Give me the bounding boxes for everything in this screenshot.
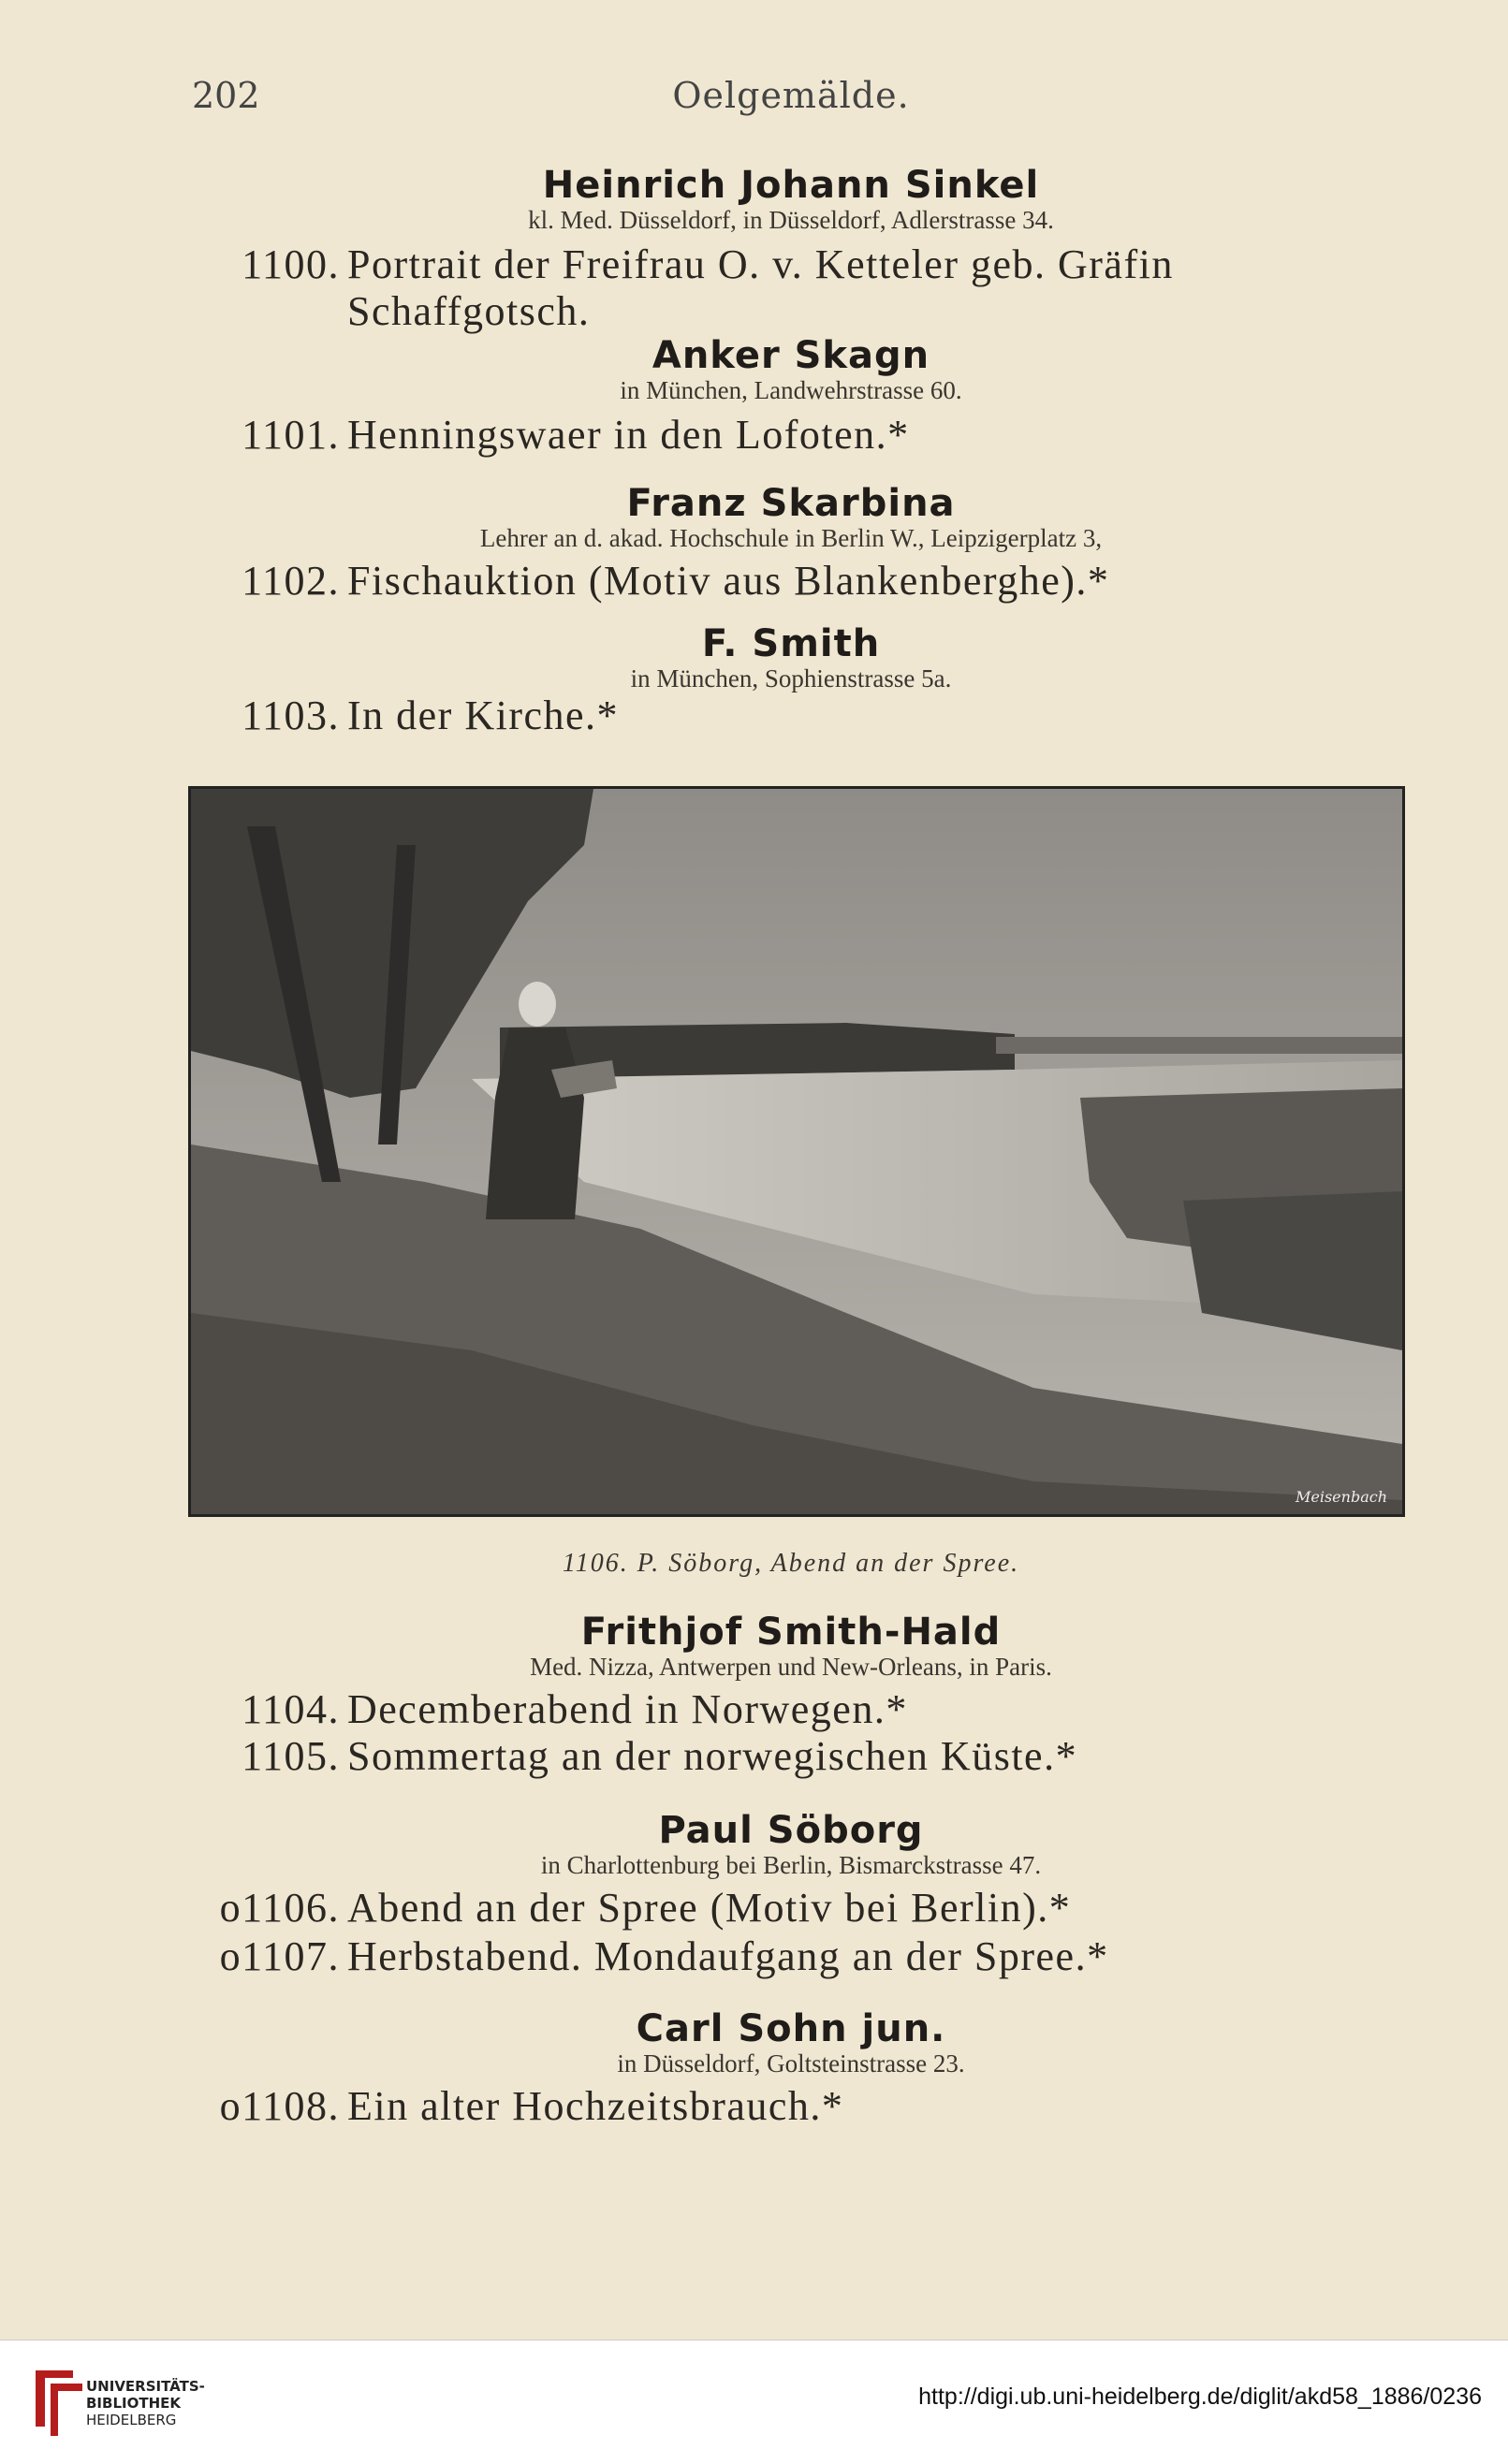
artist-info: in Charlottenburg bei Berlin, Bismarckstrasse 47.: [540, 1851, 1042, 1879]
entry-title: Ein alter Hochzeitsbrauch.*: [347, 2083, 844, 2129]
artist-name: Franz Skarbina: [626, 482, 956, 525]
catalogue-entry: [192, 1885, 1399, 1932]
entry-number: o1107.: [219, 1933, 340, 1979]
artist-heading: [192, 335, 1390, 404]
library-name: UNIVERSITÄTS- BIBLIOTHEK HEIDELBERG: [86, 2378, 205, 2428]
catalogue-entry: [192, 558, 1399, 605]
catalogue-entry: [192, 412, 1399, 459]
artist-info: Med. Nizza, Antwerpen und New-Orleans, in Paris.: [530, 1653, 1052, 1681]
entry-number: 1105.: [242, 1733, 340, 1779]
entry-title: Herbstabend. Mondaufgang an der Spree.*: [347, 1933, 1109, 1979]
catalogue-entry: [192, 1933, 1399, 1980]
artist-info: in München, Landwehrstrasse 60.: [620, 376, 962, 404]
landscape-image: [191, 789, 1402, 1514]
artist-info: in München, Sophienstrasse 5a.: [630, 664, 952, 693]
artist-name: Carl Sohn jun.: [636, 2007, 946, 2050]
entry-title: Abend an der Spree (Motiv bei Berlin).*: [347, 1885, 1072, 1931]
artist-name: Frithjof Smith-Hald: [580, 1611, 1002, 1654]
artist-info: kl. Med. Düsseldorf, in Düsseldorf, Adlerstrasse 34.: [528, 206, 1054, 234]
catalogue-entry: [192, 1686, 1399, 1733]
entry-title: Decemberabend in Norwegen.*: [347, 1686, 908, 1732]
artist-heading: [192, 483, 1390, 552]
entry-number: 1103.: [242, 693, 340, 738]
catalogue-entry: [192, 1733, 1399, 1780]
artist-heading: [192, 623, 1390, 693]
entry-title: Portrait der Freifrau O. v. Ketteler geb. Gräfin: [347, 241, 1174, 287]
running-title: Oelgemälde.: [672, 75, 910, 116]
entry-number: o1106.: [219, 1885, 340, 1931]
entry-number: 1101.: [242, 412, 340, 458]
entry-title: Henningswaer in den Lofoten.*: [347, 412, 910, 458]
entry-title: In der Kirche.*: [347, 693, 620, 738]
artist-info: Lehrer an d. akad. Hochschule in Berlin W., Leipzigerplatz 3,: [479, 524, 1103, 552]
artist-name: Paul Söborg: [658, 1809, 924, 1852]
figure-caption: 1106. P. Söborg, Abend an der Spree.: [562, 1549, 1020, 1578]
artist-heading: [192, 1611, 1390, 1681]
catalogue-entry: [192, 2083, 1399, 2130]
artist-heading: [192, 165, 1390, 234]
entry-title: Sommertag an der norwegischen Küste.*: [347, 1733, 1078, 1779]
artist-name: Anker Skagn: [652, 334, 930, 377]
page-header: [192, 75, 1390, 131]
entry-number: o1108.: [219, 2083, 340, 2129]
catalogue-entry: [192, 693, 1399, 739]
page-number: 202: [192, 75, 260, 116]
entry-title-continued: Schaffgotsch.: [347, 288, 591, 334]
entry-title: Fischauktion (Motiv aus Blankenberghe).*: [347, 558, 1110, 604]
painting-illustration: [188, 786, 1405, 1517]
artist-name: Heinrich Johann Sinkel: [542, 164, 1040, 207]
entry-number: 1104.: [242, 1686, 340, 1732]
artist-info: in Düsseldorf, Goltsteinstrasse 23.: [617, 2049, 965, 2078]
artist-name: F. Smith: [701, 622, 881, 665]
source-url-link[interactable]: http://digi.ub.uni-heidelberg.de/diglit/akd58_1886/0236: [918, 2384, 1482, 2410]
catalogue-entry: [192, 241, 1399, 335]
entry-number: 1102.: [242, 558, 340, 604]
engraver-signature: Meisenbach: [1296, 1488, 1387, 1506]
entry-number: 1100.: [242, 241, 340, 287]
artist-heading: [192, 2008, 1390, 2078]
viewer-footer: [0, 2340, 1508, 2464]
artist-heading: [192, 1810, 1390, 1879]
